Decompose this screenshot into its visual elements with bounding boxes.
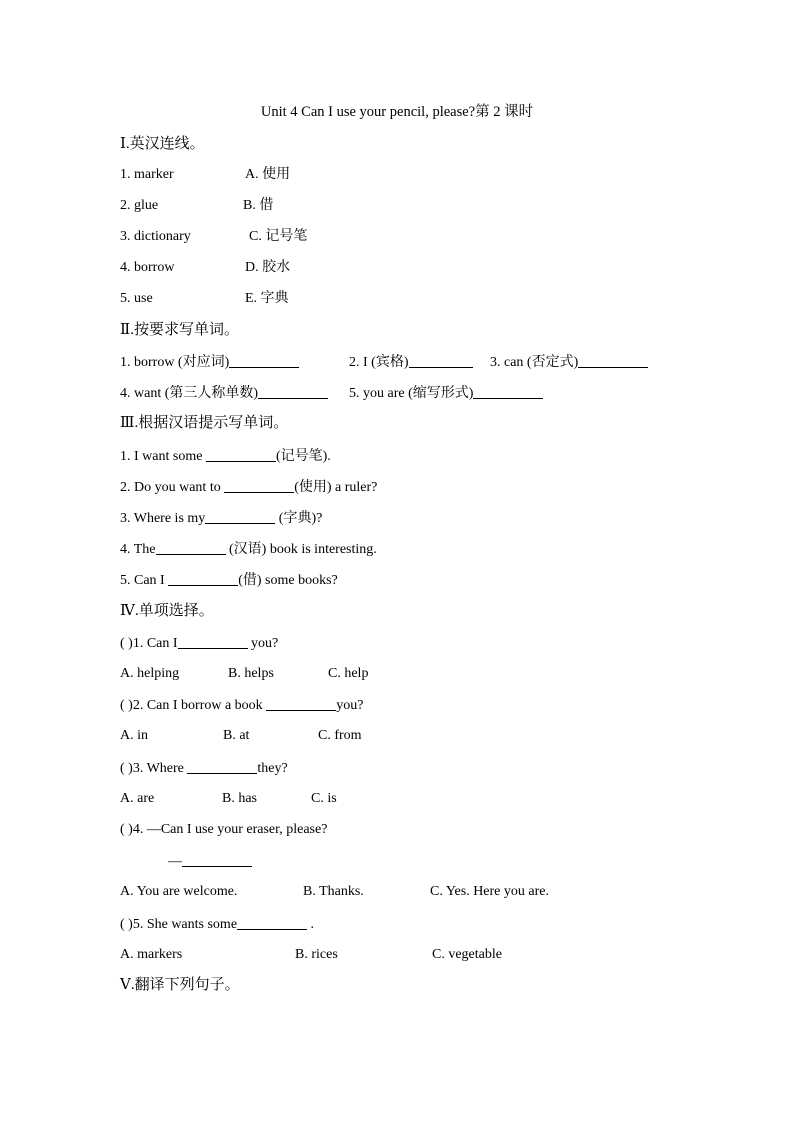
answer-blank[interactable]: [182, 852, 252, 867]
mc-question-3: ( )3. Where they?: [120, 761, 288, 776]
word-item-1: 1. borrow (对应词): [120, 353, 299, 372]
mc-option-2b: B. at: [223, 728, 250, 743]
section-2-heading: Ⅱ.按要求写单词。: [120, 322, 239, 338]
mc-option-3c: C. is: [311, 791, 337, 806]
section-1-heading: Ⅰ.英汉连线。: [120, 136, 205, 152]
mc-option-3a: A. are: [120, 791, 155, 806]
answer-blank[interactable]: [206, 447, 276, 462]
match-left-1: 1. marker: [120, 167, 174, 182]
mc-option-2c: C. from: [318, 728, 362, 743]
mc-option-4c: C. Yes. Here you are.: [430, 884, 549, 899]
word-item-2: 2. I (宾格): [349, 353, 473, 372]
mc-option-5c: C. vegetable: [432, 947, 502, 962]
section-4-heading: Ⅳ.单项选择。: [120, 603, 214, 619]
answer-blank[interactable]: [266, 696, 336, 711]
mc-question-1: ( )1. Can I you?: [120, 636, 279, 651]
answer-blank[interactable]: [168, 571, 238, 586]
mc-option-4a: A. You are welcome.: [120, 884, 238, 899]
answer-blank[interactable]: [473, 384, 543, 399]
match-left-5: 5. use: [120, 291, 153, 306]
mc-option-1b: B. helps: [228, 666, 274, 681]
answer-blank[interactable]: [178, 634, 248, 649]
match-right-5: E. 字典: [245, 291, 289, 306]
match-right-3: C. 记号笔: [249, 229, 308, 244]
match-right-2: B. 借: [243, 198, 274, 213]
answer-blank[interactable]: [409, 353, 473, 368]
section-3-heading: Ⅲ.根据汉语提示写单词。: [120, 415, 289, 431]
mc-option-4b: B. Thanks.: [303, 884, 364, 899]
mc-option-1c: C. help: [328, 666, 369, 681]
answer-blank[interactable]: [237, 915, 307, 930]
mc-question-5: ( )5. She wants some .: [120, 917, 315, 932]
answer-blank[interactable]: [205, 509, 275, 524]
mc-question-4: ( )4. —Can I use your eraser, please?: [120, 822, 328, 837]
match-right-1: A. 使用: [245, 167, 291, 182]
mc-question-2: ( )2. Can I borrow a book you?: [120, 698, 364, 713]
answer-blank[interactable]: [187, 759, 257, 774]
match-left-4: 4. borrow: [120, 260, 175, 275]
mc-option-1a: A. helping: [120, 666, 180, 681]
page-title: Unit 4 Can I use your pencil, please?第 2 课时: [260, 104, 534, 120]
answer-blank[interactable]: [224, 478, 294, 493]
mc-option-5a: A. markers: [120, 947, 183, 962]
section-5-heading: Ⅴ.翻译下列句子。: [120, 977, 240, 993]
fill-item-2: 2. Do you want to (使用) a ruler?: [120, 480, 378, 495]
answer-blank[interactable]: [258, 384, 328, 399]
fill-item-3: 3. Where is my (字典)?: [120, 511, 323, 526]
match-left-2: 2. glue: [120, 198, 159, 213]
answer-blank[interactable]: [156, 540, 226, 555]
mc-question-4-answer: —: [168, 852, 252, 871]
answer-blank[interactable]: [578, 353, 648, 368]
word-item-5: 5. you are (缩写形式): [349, 384, 543, 403]
mc-option-5b: B. rices: [295, 947, 338, 962]
fill-item-5: 5. Can I (借) some books?: [120, 573, 338, 588]
word-item-4: 4. want (第三人称单数): [120, 384, 328, 403]
fill-item-4: 4. The (汉语) book is interesting.: [120, 542, 377, 557]
answer-blank[interactable]: [229, 353, 299, 368]
match-right-4: D. 胶水: [245, 260, 291, 275]
mc-option-3b: B. has: [222, 791, 257, 806]
fill-item-1: 1. I want some (记号笔).: [120, 449, 331, 464]
mc-option-2a: A. in: [120, 728, 148, 743]
word-item-3: 3. can (否定式): [490, 353, 648, 372]
match-left-3: 3. dictionary: [120, 229, 191, 244]
